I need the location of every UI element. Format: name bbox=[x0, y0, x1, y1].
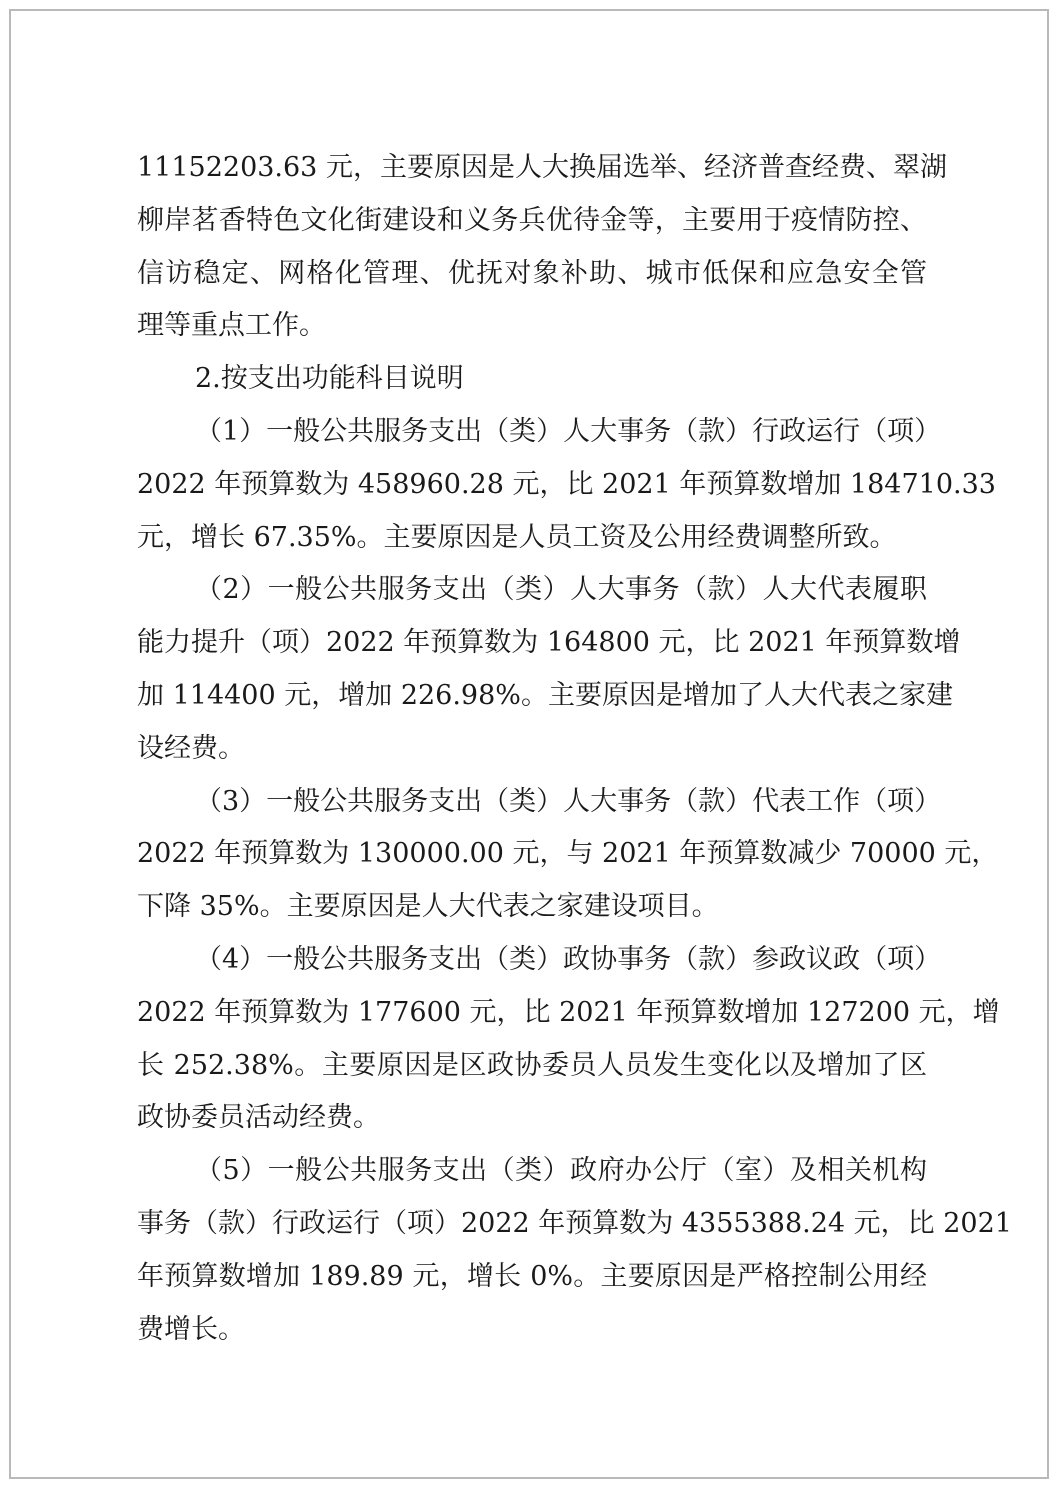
paragraph-line: （3）一般公共服务支出（类）人大事务（款）代表工作（项） bbox=[195, 786, 942, 817]
paragraph-line: 事务（款）行政运行（项）2022 年预算数为 4355388.24 元，比 2021 bbox=[137, 1208, 1012, 1239]
paragraph-line: （5）一般公共服务支出（类）政府办公厅（室）及相关机构 bbox=[195, 1155, 927, 1186]
paragraph-line: （4）一般公共服务支出（类）政协事务（款）参政议政（项） bbox=[195, 944, 942, 975]
paragraph-line: 长 252.38%。主要原因是区政协委员人员发生变化以及增加了区 bbox=[137, 1050, 927, 1081]
paragraph-line: 下降 35%。主要原因是人大代表之家建设项目。 bbox=[137, 891, 719, 922]
paragraph-line: 设经费。 bbox=[137, 733, 245, 764]
paragraph-line: 11152203.63 元，主要原因是人大换届选举、经济普查经费、翠湖 bbox=[137, 152, 947, 183]
paragraph-line: 年预算数增加 189.89 元，增长 0%。主要原因是严格控制公用经 bbox=[137, 1261, 927, 1292]
paragraph-line: 理等重点工作。 bbox=[137, 310, 326, 341]
paragraph-line: 2022 年预算数为 177600 元，比 2021 年预算数增加 127200 元，增 bbox=[137, 997, 1000, 1028]
paragraph-line: 2022 年预算数为 130000.00 元，与 2021 年预算数减少 70000 元， bbox=[137, 838, 999, 869]
paragraph-line: 费增长。 bbox=[137, 1314, 245, 1345]
paragraph-line: 柳岸茗香特色文化街建设和义务兵优待金等，主要用于疫情防控、 bbox=[137, 205, 927, 236]
paragraph-line: （2）一般公共服务支出（类）人大事务（款）人大代表履职 bbox=[195, 574, 927, 605]
section-heading: 2.按支出功能科目说明 bbox=[195, 363, 464, 394]
paragraph-line: 元，增长 67.35%。主要原因是人员工资及公用经费调整所致。 bbox=[137, 522, 897, 553]
paragraph-line: 加 114400 元，增加 226.98%。主要原因是增加了人大代表之家建 bbox=[137, 680, 953, 711]
paragraph-line: （1）一般公共服务支出（类）人大事务（款）行政运行（项） bbox=[195, 416, 942, 447]
paragraph-line: 信访稳定、网格化管理、优抚对象补助、城市低保和应急安全管 bbox=[137, 258, 927, 289]
paragraph-line: 能力提升（项）2022 年预算数为 164800 元，比 2021 年预算数增 bbox=[137, 627, 961, 658]
paragraph-line: 2022 年预算数为 458960.28 元，比 2021 年预算数增加 184710.33 bbox=[137, 469, 996, 500]
paragraph-line: 政协委员活动经费。 bbox=[137, 1102, 380, 1133]
